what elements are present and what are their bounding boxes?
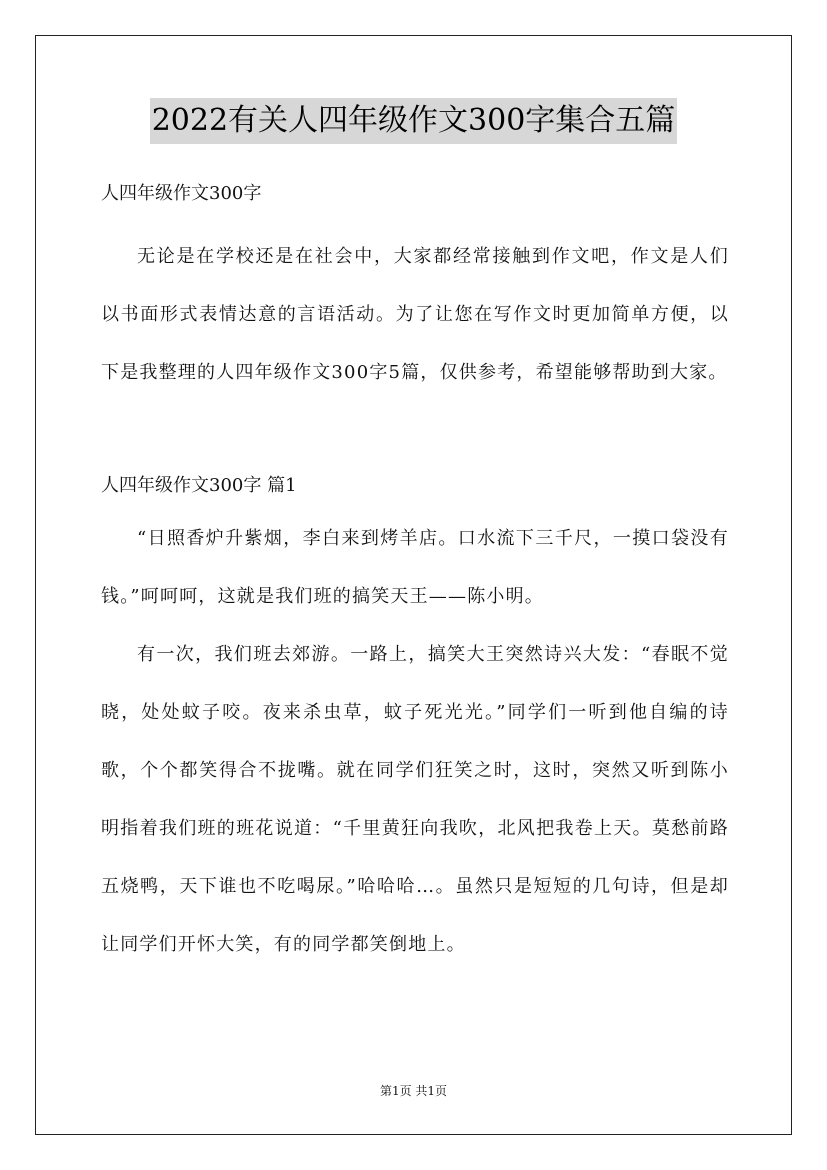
paragraph: “日照香炉升紫烟，李白来到烤羊店。口水流下三千尺，一摸口袋没有钱。”呵呵呵，这就是我们班的搞笑天王——陈小明。 xyxy=(101,528,729,607)
title-container xyxy=(0,98,827,144)
document-body xyxy=(101,170,729,974)
paragraph: 无论是在学校还是在社会中，大家都经常接触到作文吧，作文是人们以书面形式表情达意的言语活动。为了让您在写作文时更加简单方便，以下是我整理的人四年级作文300字5篇，仅供参考，希望能够帮助到大家。 xyxy=(101,246,729,383)
page-footer: 第1页 共1页 xyxy=(379,1084,448,1098)
section-heading: 人四年级作文300字 xyxy=(101,183,262,204)
document-title: 2022有关人四年级作文300字集合五篇 xyxy=(150,98,678,144)
spacer xyxy=(101,402,729,462)
paragraph: 有一次，我们班去郊游。一路上，搞笑大王突然诗兴大发：“春眠不觉晓，处处蚊子咬。夜来杀虫草，蚊子死光光。”同学们一听到他自编的诗歌，个个都笑得合不拢嘴。就在同学们狂笑之时，这时，突然又听到陈小明指着我们班的班花说道：“千里黄狂向我吹，北风把我卷上天。莫愁前路五烧鸭，天下谁也不吃喝尿。”哈哈哈…。虽然只是短短的几句诗，但是却让同学们开怀大笑，有的同学都笑倒地上。 xyxy=(101,644,729,955)
section-heading: 人四年级作文300字 篇1 xyxy=(101,475,297,496)
spacer xyxy=(101,218,729,228)
